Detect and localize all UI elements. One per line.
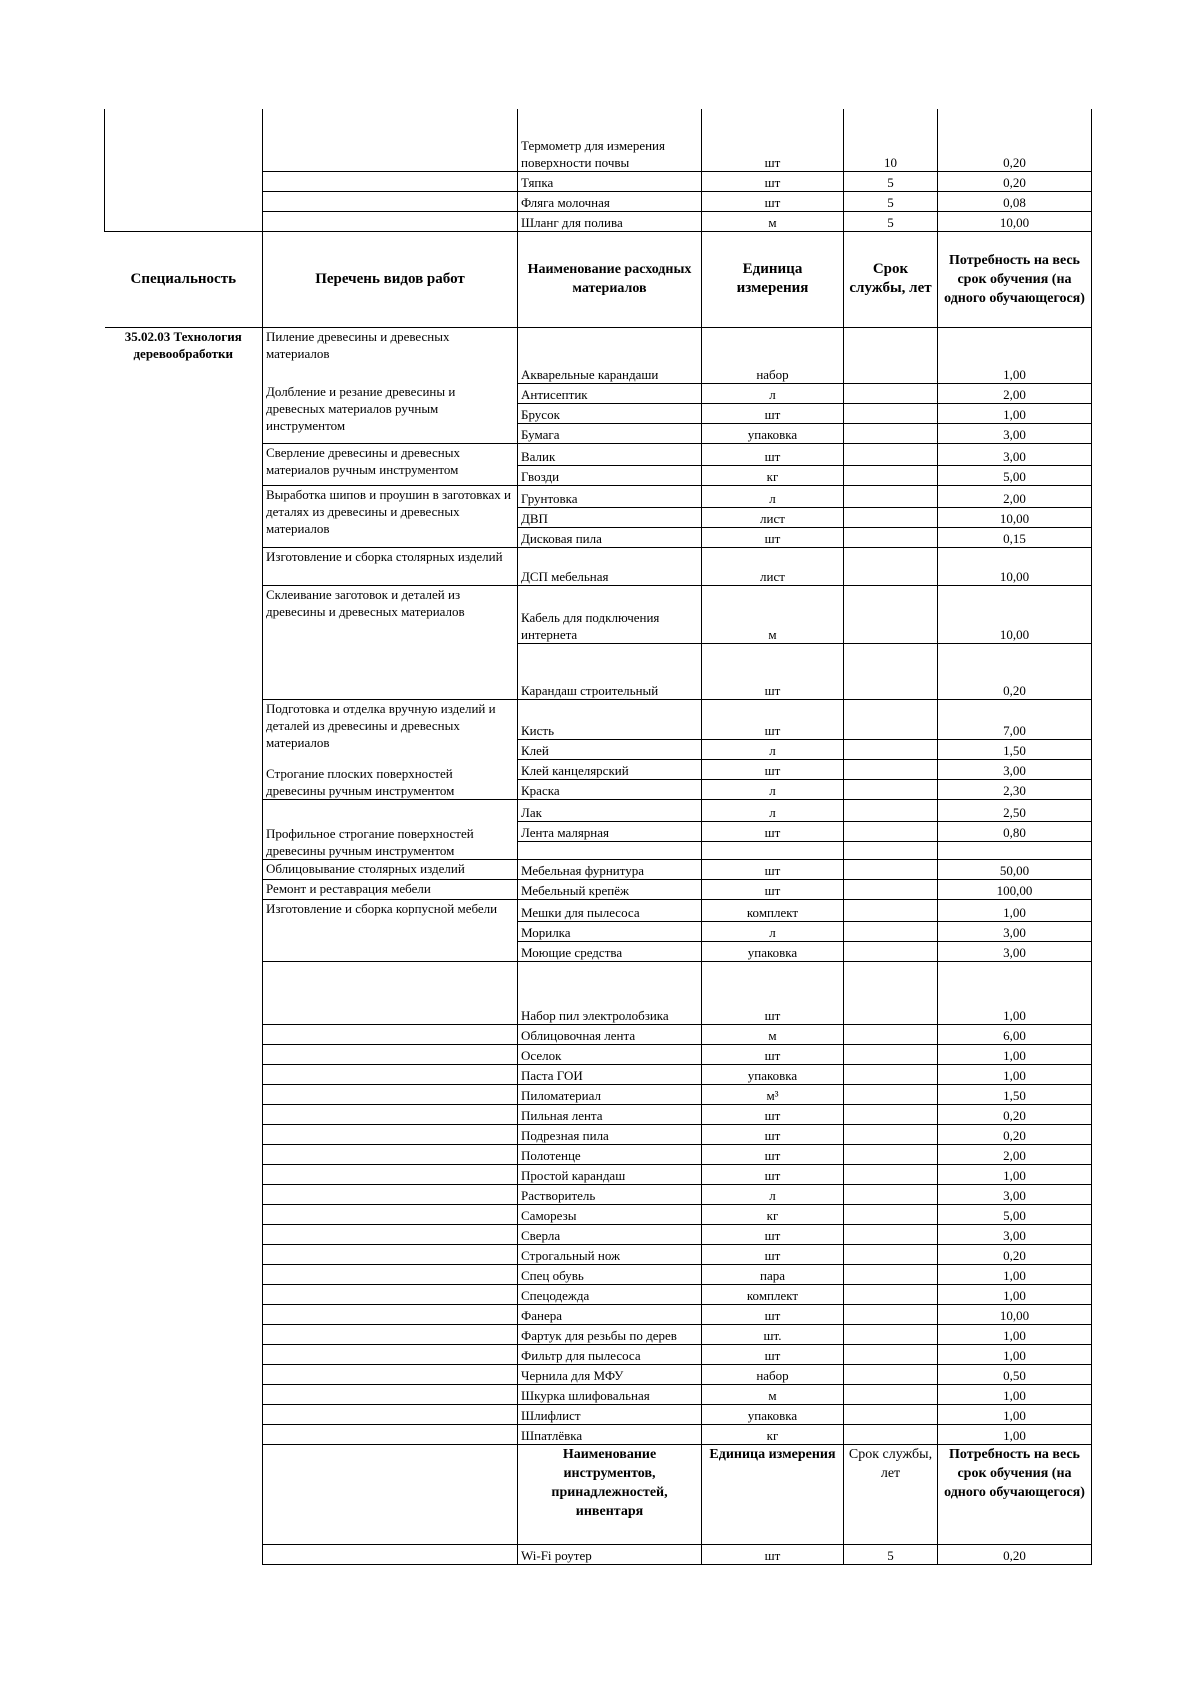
material-life	[844, 547, 938, 585]
works-cell-empty	[263, 1284, 518, 1304]
material-life	[844, 1304, 938, 1324]
work-item: Пиление древесины и древесных материалов	[263, 327, 518, 383]
material-unit: м³	[702, 1084, 844, 1104]
material-need: 3,00	[938, 941, 1092, 961]
material-unit: л	[702, 383, 844, 403]
material-unit: шт	[702, 821, 844, 841]
material-unit: шт	[702, 1104, 844, 1124]
material-need: 2,50	[938, 799, 1092, 821]
material-name: Шкурка шлифовальная	[518, 1384, 702, 1404]
work-item: Склеивание заготовок и деталей из древесины и древесных материалов	[263, 585, 518, 699]
works-cell-empty	[263, 1404, 518, 1424]
material-name: Валик	[518, 443, 702, 465]
material-life	[844, 921, 938, 941]
material-life	[844, 1384, 938, 1404]
material-unit: лист	[702, 547, 844, 585]
specialty-code: 35.02.03 Технология деревообработки	[105, 327, 263, 1564]
works-cell-empty	[263, 1364, 518, 1384]
material-need: 0,80	[938, 821, 1092, 841]
material-need: 2,00	[938, 383, 1092, 403]
works-cell-empty	[263, 109, 518, 171]
material-life	[844, 383, 938, 403]
works-cell-empty	[263, 1084, 518, 1104]
material-unit: л	[702, 1184, 844, 1204]
works-cell-empty	[263, 1444, 518, 1544]
material-name: Грунтовка	[518, 485, 702, 507]
material-need: 2,00	[938, 485, 1092, 507]
material-unit: шт	[702, 1344, 844, 1364]
work-item: Сверление древесины и древесных материалов ручным инструментом	[263, 443, 518, 485]
works-cell-empty	[263, 1264, 518, 1284]
material-life: 5	[844, 171, 938, 191]
material-need: 0,15	[938, 527, 1092, 547]
material-unit: шт	[702, 403, 844, 423]
material-life	[844, 1104, 938, 1124]
material-need: 1,00	[938, 961, 1092, 1024]
material-name: Простой карандаш	[518, 1164, 702, 1184]
material-need: 0,20	[938, 109, 1092, 171]
works-cell-empty	[263, 1384, 518, 1404]
works-cell-empty	[263, 171, 518, 191]
material-need: 0,20	[938, 1124, 1092, 1144]
material-life	[844, 1404, 938, 1424]
material-name: Пильная лента	[518, 1104, 702, 1124]
tools-header-life: Срок службы, лет	[844, 1444, 938, 1544]
material-need: 6,00	[938, 1024, 1092, 1044]
material-life	[844, 327, 938, 383]
header-works: Перечень видов работ	[263, 231, 518, 327]
work-item: Изготовление и сборка столярных изделий	[263, 547, 518, 585]
work-item: Долбление и резание древесины и древесных материалов ручным инструментом	[263, 383, 518, 443]
material-name: Шпатлёвка	[518, 1424, 702, 1444]
works-cell-empty	[263, 1184, 518, 1204]
material-life	[844, 1264, 938, 1284]
material-need: 1,00	[938, 899, 1092, 921]
material-unit: шт	[702, 1144, 844, 1164]
material-life	[844, 821, 938, 841]
material-unit: шт	[702, 109, 844, 171]
work-item: Выработка шипов и проушин в заготовках и деталях из древесины и древесных материалов	[263, 485, 518, 547]
material-life	[844, 507, 938, 527]
tools-header-unit: Единица измерения	[702, 1444, 844, 1544]
material-unit: шт.	[702, 1324, 844, 1344]
material-life	[844, 643, 938, 699]
material-need: 10,00	[938, 547, 1092, 585]
material-need: 1,50	[938, 1084, 1092, 1104]
material-need: 1,00	[938, 327, 1092, 383]
material-need: 1,00	[938, 1284, 1092, 1304]
material-name: Оселок	[518, 1044, 702, 1064]
tool-unit: шт	[702, 1544, 844, 1564]
materials-table	[104, 109, 1092, 1565]
material-need: 2,30	[938, 779, 1092, 799]
material-name: Акварельные карандаши	[518, 327, 702, 383]
works-cell-empty	[263, 1344, 518, 1364]
material-life	[844, 1424, 938, 1444]
material-name: Фильтр для пылесоса	[518, 1344, 702, 1364]
material-unit: л	[702, 485, 844, 507]
material-need: 2,00	[938, 1144, 1092, 1164]
material-unit: набор	[702, 1364, 844, 1384]
material-life-empty	[844, 841, 938, 859]
material-need: 1,00	[938, 1324, 1092, 1344]
material-life	[844, 1044, 938, 1064]
material-need: 1,00	[938, 1424, 1092, 1444]
material-name: Спец обувь	[518, 1264, 702, 1284]
material-name: Моющие средства	[518, 941, 702, 961]
header-specialty: Специальность	[105, 231, 263, 327]
material-need: 0,08	[938, 191, 1092, 211]
material-name: Чернила для МФУ	[518, 1364, 702, 1384]
material-name: Полотенце	[518, 1144, 702, 1164]
material-life	[844, 423, 938, 443]
material-name: Тяпка	[518, 171, 702, 191]
material-name: Облицовочная лента	[518, 1024, 702, 1044]
material-need: 3,00	[938, 759, 1092, 779]
material-unit: шт	[702, 1124, 844, 1144]
material-need: 1,00	[938, 1164, 1092, 1184]
material-name: ДВП	[518, 507, 702, 527]
material-life	[844, 1204, 938, 1224]
material-unit: шт	[702, 1304, 844, 1324]
tools-header-need: Потребность на весь срок обучения (на одного обучающегося)	[938, 1444, 1092, 1544]
material-need: 50,00	[938, 859, 1092, 879]
material-unit: шт	[702, 699, 844, 739]
material-unit: шт	[702, 1044, 844, 1064]
work-item: Изготовление и сборка корпусной мебели	[263, 899, 518, 961]
material-unit: шт	[702, 191, 844, 211]
material-need: 10,00	[938, 1304, 1092, 1324]
works-cell-empty	[263, 191, 518, 211]
works-cell-empty	[263, 1164, 518, 1184]
material-name: Кисть	[518, 699, 702, 739]
material-name: Растворитель	[518, 1184, 702, 1204]
material-unit: шт	[702, 643, 844, 699]
material-life	[844, 1224, 938, 1244]
material-need: 5,00	[938, 465, 1092, 485]
material-name: Антисептик	[518, 383, 702, 403]
material-need: 10,00	[938, 211, 1092, 231]
material-need-empty	[938, 841, 1092, 859]
material-life	[844, 527, 938, 547]
material-unit: упаковка	[702, 423, 844, 443]
material-need: 0,20	[938, 643, 1092, 699]
material-life	[844, 759, 938, 779]
material-life	[844, 699, 938, 739]
material-need: 1,00	[938, 1264, 1092, 1284]
material-unit: шт	[702, 1244, 844, 1264]
material-unit: м	[702, 1024, 844, 1044]
works-cell-empty	[263, 1304, 518, 1324]
material-unit: кг	[702, 465, 844, 485]
works-cell-empty	[263, 211, 518, 231]
material-name: Клей канцелярский	[518, 759, 702, 779]
works-cell-empty	[263, 1024, 518, 1044]
material-name: Клей	[518, 739, 702, 759]
material-life	[844, 1164, 938, 1184]
material-name: Шланг для полива	[518, 211, 702, 231]
material-unit: л	[702, 779, 844, 799]
material-name: Фанера	[518, 1304, 702, 1324]
material-name: Кабель для подключения интернета	[518, 585, 702, 643]
material-life	[844, 1024, 938, 1044]
works-cell-empty	[263, 1124, 518, 1144]
material-name: Мебельный крепёж	[518, 879, 702, 899]
material-name-empty	[518, 841, 702, 859]
work-item: Профильное строгание поверхностей древесины ручным инструментом	[263, 799, 518, 859]
material-life	[844, 585, 938, 643]
material-life	[844, 1144, 938, 1164]
material-unit: комплект	[702, 899, 844, 921]
material-unit-empty	[702, 841, 844, 859]
material-name: Паста ГОИ	[518, 1064, 702, 1084]
material-name: Набор пил электролобзика	[518, 961, 702, 1024]
material-unit: м	[702, 211, 844, 231]
material-life	[844, 941, 938, 961]
works-cell-empty	[263, 1104, 518, 1124]
material-life	[844, 443, 938, 465]
material-unit: пара	[702, 1264, 844, 1284]
works-cell-empty	[263, 1144, 518, 1164]
material-need: 0,20	[938, 171, 1092, 191]
material-life	[844, 1084, 938, 1104]
material-life: 10	[844, 109, 938, 171]
material-life	[844, 879, 938, 899]
material-life	[844, 961, 938, 1024]
material-name: ДСП мебельная	[518, 547, 702, 585]
material-unit: м	[702, 585, 844, 643]
material-need: 10,00	[938, 507, 1092, 527]
material-unit: упаковка	[702, 1404, 844, 1424]
material-life	[844, 779, 938, 799]
material-unit: упаковка	[702, 1064, 844, 1084]
material-need: 100,00	[938, 879, 1092, 899]
material-name: Фляга молочная	[518, 191, 702, 211]
work-item: Облицовывание столярных изделий	[263, 859, 518, 879]
works-cell-empty	[263, 1224, 518, 1244]
material-need: 3,00	[938, 1184, 1092, 1204]
work-item: Строгание плоских поверхностей древесины ручным инструментом	[263, 759, 518, 799]
material-name: Строгальный нож	[518, 1244, 702, 1264]
works-cell-empty	[263, 1544, 518, 1564]
material-life	[844, 1364, 938, 1384]
material-unit: шт	[702, 961, 844, 1024]
works-cell-empty	[263, 1244, 518, 1264]
material-need: 5,00	[938, 1204, 1092, 1224]
material-life: 5	[844, 191, 938, 211]
material-name: Гвозди	[518, 465, 702, 485]
material-unit: м	[702, 1384, 844, 1404]
material-name: Краска	[518, 779, 702, 799]
material-life	[844, 739, 938, 759]
material-unit: л	[702, 921, 844, 941]
material-name: Подрезная пила	[518, 1124, 702, 1144]
header-need: Потребность на весь срок обучения (на одного обучающегося)	[938, 231, 1092, 327]
material-unit: упаковка	[702, 941, 844, 961]
works-cell-empty	[263, 1064, 518, 1084]
material-unit: комплект	[702, 1284, 844, 1304]
works-cell-empty	[263, 1204, 518, 1224]
tools-header-name: Наименование инструментов, принадлежностей, инвентаря	[518, 1444, 702, 1544]
work-item: Подготовка и отделка вручную изделий и деталей из древесины и древесных материалов	[263, 699, 518, 759]
material-life	[844, 465, 938, 485]
material-life	[844, 899, 938, 921]
material-life	[844, 1244, 938, 1264]
material-name: Саморезы	[518, 1204, 702, 1224]
material-need: 1,00	[938, 1044, 1092, 1064]
works-cell-empty	[263, 961, 518, 1024]
specialty-cell-cont	[105, 109, 263, 231]
header-life: Срок службы, лет	[844, 231, 938, 327]
material-life	[844, 859, 938, 879]
material-name: Брусок	[518, 403, 702, 423]
material-name: Фартук для резьбы по дерев	[518, 1324, 702, 1344]
material-unit: кг	[702, 1424, 844, 1444]
material-need: 0,20	[938, 1244, 1092, 1264]
material-need: 0,20	[938, 1104, 1092, 1124]
material-life	[844, 799, 938, 821]
header-materials: Наименование расходных материалов	[518, 231, 702, 327]
material-life	[844, 1324, 938, 1344]
material-life	[844, 403, 938, 423]
tool-need: 0,20	[938, 1544, 1092, 1564]
material-need: 3,00	[938, 1224, 1092, 1244]
material-need: 3,00	[938, 423, 1092, 443]
material-name: Сверла	[518, 1224, 702, 1244]
material-unit: шт	[702, 759, 844, 779]
material-unit: набор	[702, 327, 844, 383]
material-name: Термометр для измерения поверхности почвы	[518, 109, 702, 171]
material-need: 1,00	[938, 1344, 1092, 1364]
material-need: 1,50	[938, 739, 1092, 759]
material-life: 5	[844, 211, 938, 231]
material-unit: шт	[702, 527, 844, 547]
tool-name: Wi-Fi роутер	[518, 1544, 702, 1564]
material-name: Мебельная фурнитура	[518, 859, 702, 879]
material-name: Лак	[518, 799, 702, 821]
material-need: 1,00	[938, 403, 1092, 423]
material-need: 3,00	[938, 443, 1092, 465]
material-name: Лента малярная	[518, 821, 702, 841]
material-name: Шлифлист	[518, 1404, 702, 1424]
works-cell-empty	[263, 1324, 518, 1344]
material-unit: шт	[702, 859, 844, 879]
material-name: Морилка	[518, 921, 702, 941]
material-need: 0,50	[938, 1364, 1092, 1384]
material-life	[844, 1344, 938, 1364]
tool-life: 5	[844, 1544, 938, 1564]
material-need: 7,00	[938, 699, 1092, 739]
material-unit: л	[702, 799, 844, 821]
material-unit: шт	[702, 443, 844, 465]
material-name: Пиломатериал	[518, 1084, 702, 1104]
material-name: Дисковая пила	[518, 527, 702, 547]
material-need: 3,00	[938, 921, 1092, 941]
material-unit: кг	[702, 1204, 844, 1224]
material-name: Мешки для пылесоса	[518, 899, 702, 921]
works-cell-empty	[263, 1424, 518, 1444]
material-need: 10,00	[938, 585, 1092, 643]
material-name: Бумага	[518, 423, 702, 443]
material-unit: шт	[702, 879, 844, 899]
header-unit: Единица измерения	[702, 231, 844, 327]
material-need: 1,00	[938, 1404, 1092, 1424]
material-unit: л	[702, 739, 844, 759]
material-name: Карандаш строительный	[518, 643, 702, 699]
material-life	[844, 485, 938, 507]
material-unit: лист	[702, 507, 844, 527]
material-life	[844, 1184, 938, 1204]
material-need: 1,00	[938, 1384, 1092, 1404]
works-cell-empty	[263, 1044, 518, 1064]
material-life	[844, 1064, 938, 1084]
material-unit: шт	[702, 1224, 844, 1244]
material-unit: шт	[702, 1164, 844, 1184]
material-life	[844, 1124, 938, 1144]
material-name: Спецодежда	[518, 1284, 702, 1304]
material-unit: шт	[702, 171, 844, 191]
material-life	[844, 1284, 938, 1304]
material-need: 1,00	[938, 1064, 1092, 1084]
work-item: Ремонт и реставрация мебели	[263, 879, 518, 899]
